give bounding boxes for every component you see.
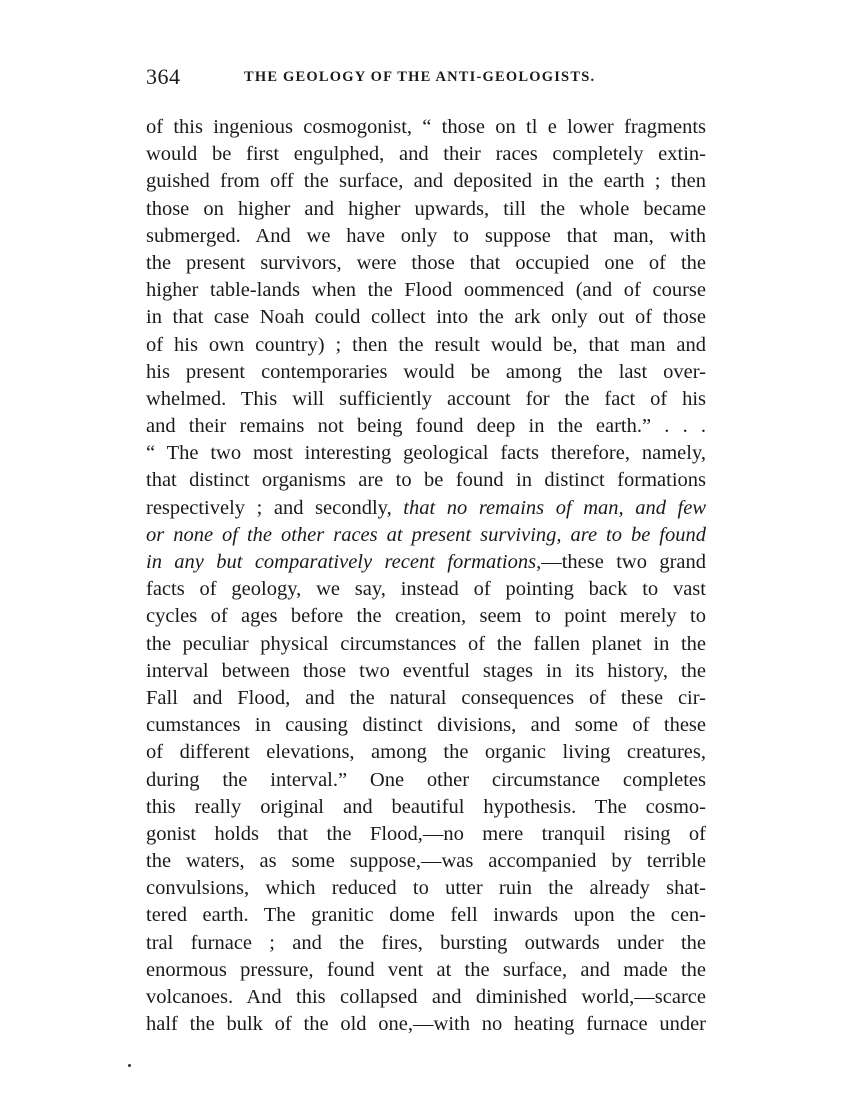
text-segment: and their remains not being found deep in the earth.” . . .	[146, 415, 706, 438]
text-segment: submerged. And we have only to suppose that man, with	[146, 224, 706, 247]
text-segment: during the interval.” One other circumstance completes	[146, 768, 706, 791]
text-segment: whelmed. This will sufficiently account for the fact of his	[146, 387, 706, 410]
text-line	[146, 495, 706, 522]
text-line	[146, 930, 706, 957]
text-line	[146, 767, 706, 794]
text-line	[146, 277, 706, 304]
text-line	[146, 685, 706, 712]
text-line	[146, 603, 706, 630]
text-segment: volcanoes. And this collapsed and diminished world,—scarce	[146, 986, 706, 1008]
page-number: 364	[146, 64, 181, 89]
text-line	[146, 386, 706, 413]
text-line	[146, 168, 706, 195]
text-segment: the waters, as some suppose,—was accompanied by terrible	[146, 850, 706, 873]
text-segment: cycles of ages before the creation, seem to point merely to	[146, 605, 706, 628]
italic-text-segment: that no remains of man, and few	[403, 496, 706, 519]
text-line	[146, 549, 706, 576]
text-segment: his present contemporaries would be among the last over-	[146, 360, 706, 383]
text-segment: respectively ; and secondly,	[146, 496, 404, 519]
text-line	[146, 359, 706, 386]
text-segment: —these two grand	[541, 551, 706, 573]
text-line	[146, 794, 706, 821]
text-segment: convulsions, which reduced to utter ruin the already shat-	[146, 877, 706, 900]
text-line	[146, 576, 706, 603]
text-segment: of this ingenious cosmogonist, “ those on tl e lower fragments	[146, 116, 706, 138]
italic-text-segment: in any but comparatively recent formations,	[146, 551, 542, 573]
text-segment: gonist holds that the Flood,—no mere tranquil rising of	[146, 822, 706, 845]
text-line	[146, 522, 706, 549]
text-line	[146, 821, 706, 848]
text-line	[146, 440, 706, 467]
page-header	[146, 64, 706, 94]
text-line	[146, 1011, 706, 1038]
text-segment: “ The two most interesting geological facts therefore, namely,	[146, 442, 706, 465]
text-segment: in that case Noah could collect into the ark only out of those	[146, 306, 706, 329]
italic-text-segment: or none of the other races at present surviving, are to be found	[146, 523, 706, 546]
text-segment: of his own country) ; then the result would be, that man and	[146, 333, 706, 356]
text-segment: guished from off the surface, and deposited in the earth ; then	[146, 170, 706, 193]
text-segment: tered earth. The granitic dome fell inwards upon the cen-	[146, 904, 706, 927]
text-line	[146, 141, 706, 168]
text-segment: of different elevations, among the organic living creatures,	[146, 741, 706, 764]
text-line	[146, 902, 706, 929]
text-segment: the present survivors, were those that occupied one of the	[146, 251, 706, 274]
text-line	[146, 332, 706, 359]
text-line	[146, 304, 706, 331]
running-head: THE GEOLOGY OF THE ANTI-GEOLOGISTS.	[244, 69, 596, 85]
text-segment: interval between those two eventful stages in its history, the	[146, 659, 706, 682]
text-line	[146, 658, 706, 685]
text-segment: enormous pressure, found vent at the surface, and made the	[146, 958, 706, 981]
text-segment: tral furnace ; and the fires, bursting outwards under the	[146, 931, 706, 954]
text-line	[146, 413, 706, 440]
text-segment: cumstances in causing distinct divisions, and some of these	[146, 714, 706, 737]
text-line	[146, 250, 706, 277]
text-line	[146, 114, 706, 141]
text-segment: would be first engulphed, and their races completely extin-	[146, 143, 706, 166]
text-segment: half the bulk of the old one,—with no heating furnace under	[146, 1013, 706, 1036]
text-line	[146, 196, 706, 223]
text-segment: those on higher and higher upwards, till the whole became	[146, 197, 706, 220]
text-segment: the peculiar physical circumstances of the fallen planet in the	[146, 632, 706, 655]
text-line	[146, 712, 706, 739]
text-line	[146, 467, 706, 494]
text-segment: higher table-lands when the Flood oommenced (and of course	[146, 279, 706, 302]
text-line	[146, 739, 706, 766]
text-line	[146, 223, 706, 250]
text-line	[146, 631, 706, 658]
body-text	[146, 114, 706, 1038]
text-line	[146, 984, 706, 1011]
text-line	[146, 957, 706, 984]
text-segment: this really original and beautiful hypothesis. The cosmo-	[146, 795, 706, 818]
text-segment: facts of geology, we say, instead of pointing back to vast	[146, 578, 706, 601]
text-line	[146, 875, 706, 902]
text-line	[146, 848, 706, 875]
text-segment: that distinct organisms are to be found in distinct formations	[146, 469, 706, 492]
text-segment: Fall and Flood, and the natural consequences of these cir-	[146, 686, 706, 709]
stray-ink-mark	[128, 1064, 131, 1067]
